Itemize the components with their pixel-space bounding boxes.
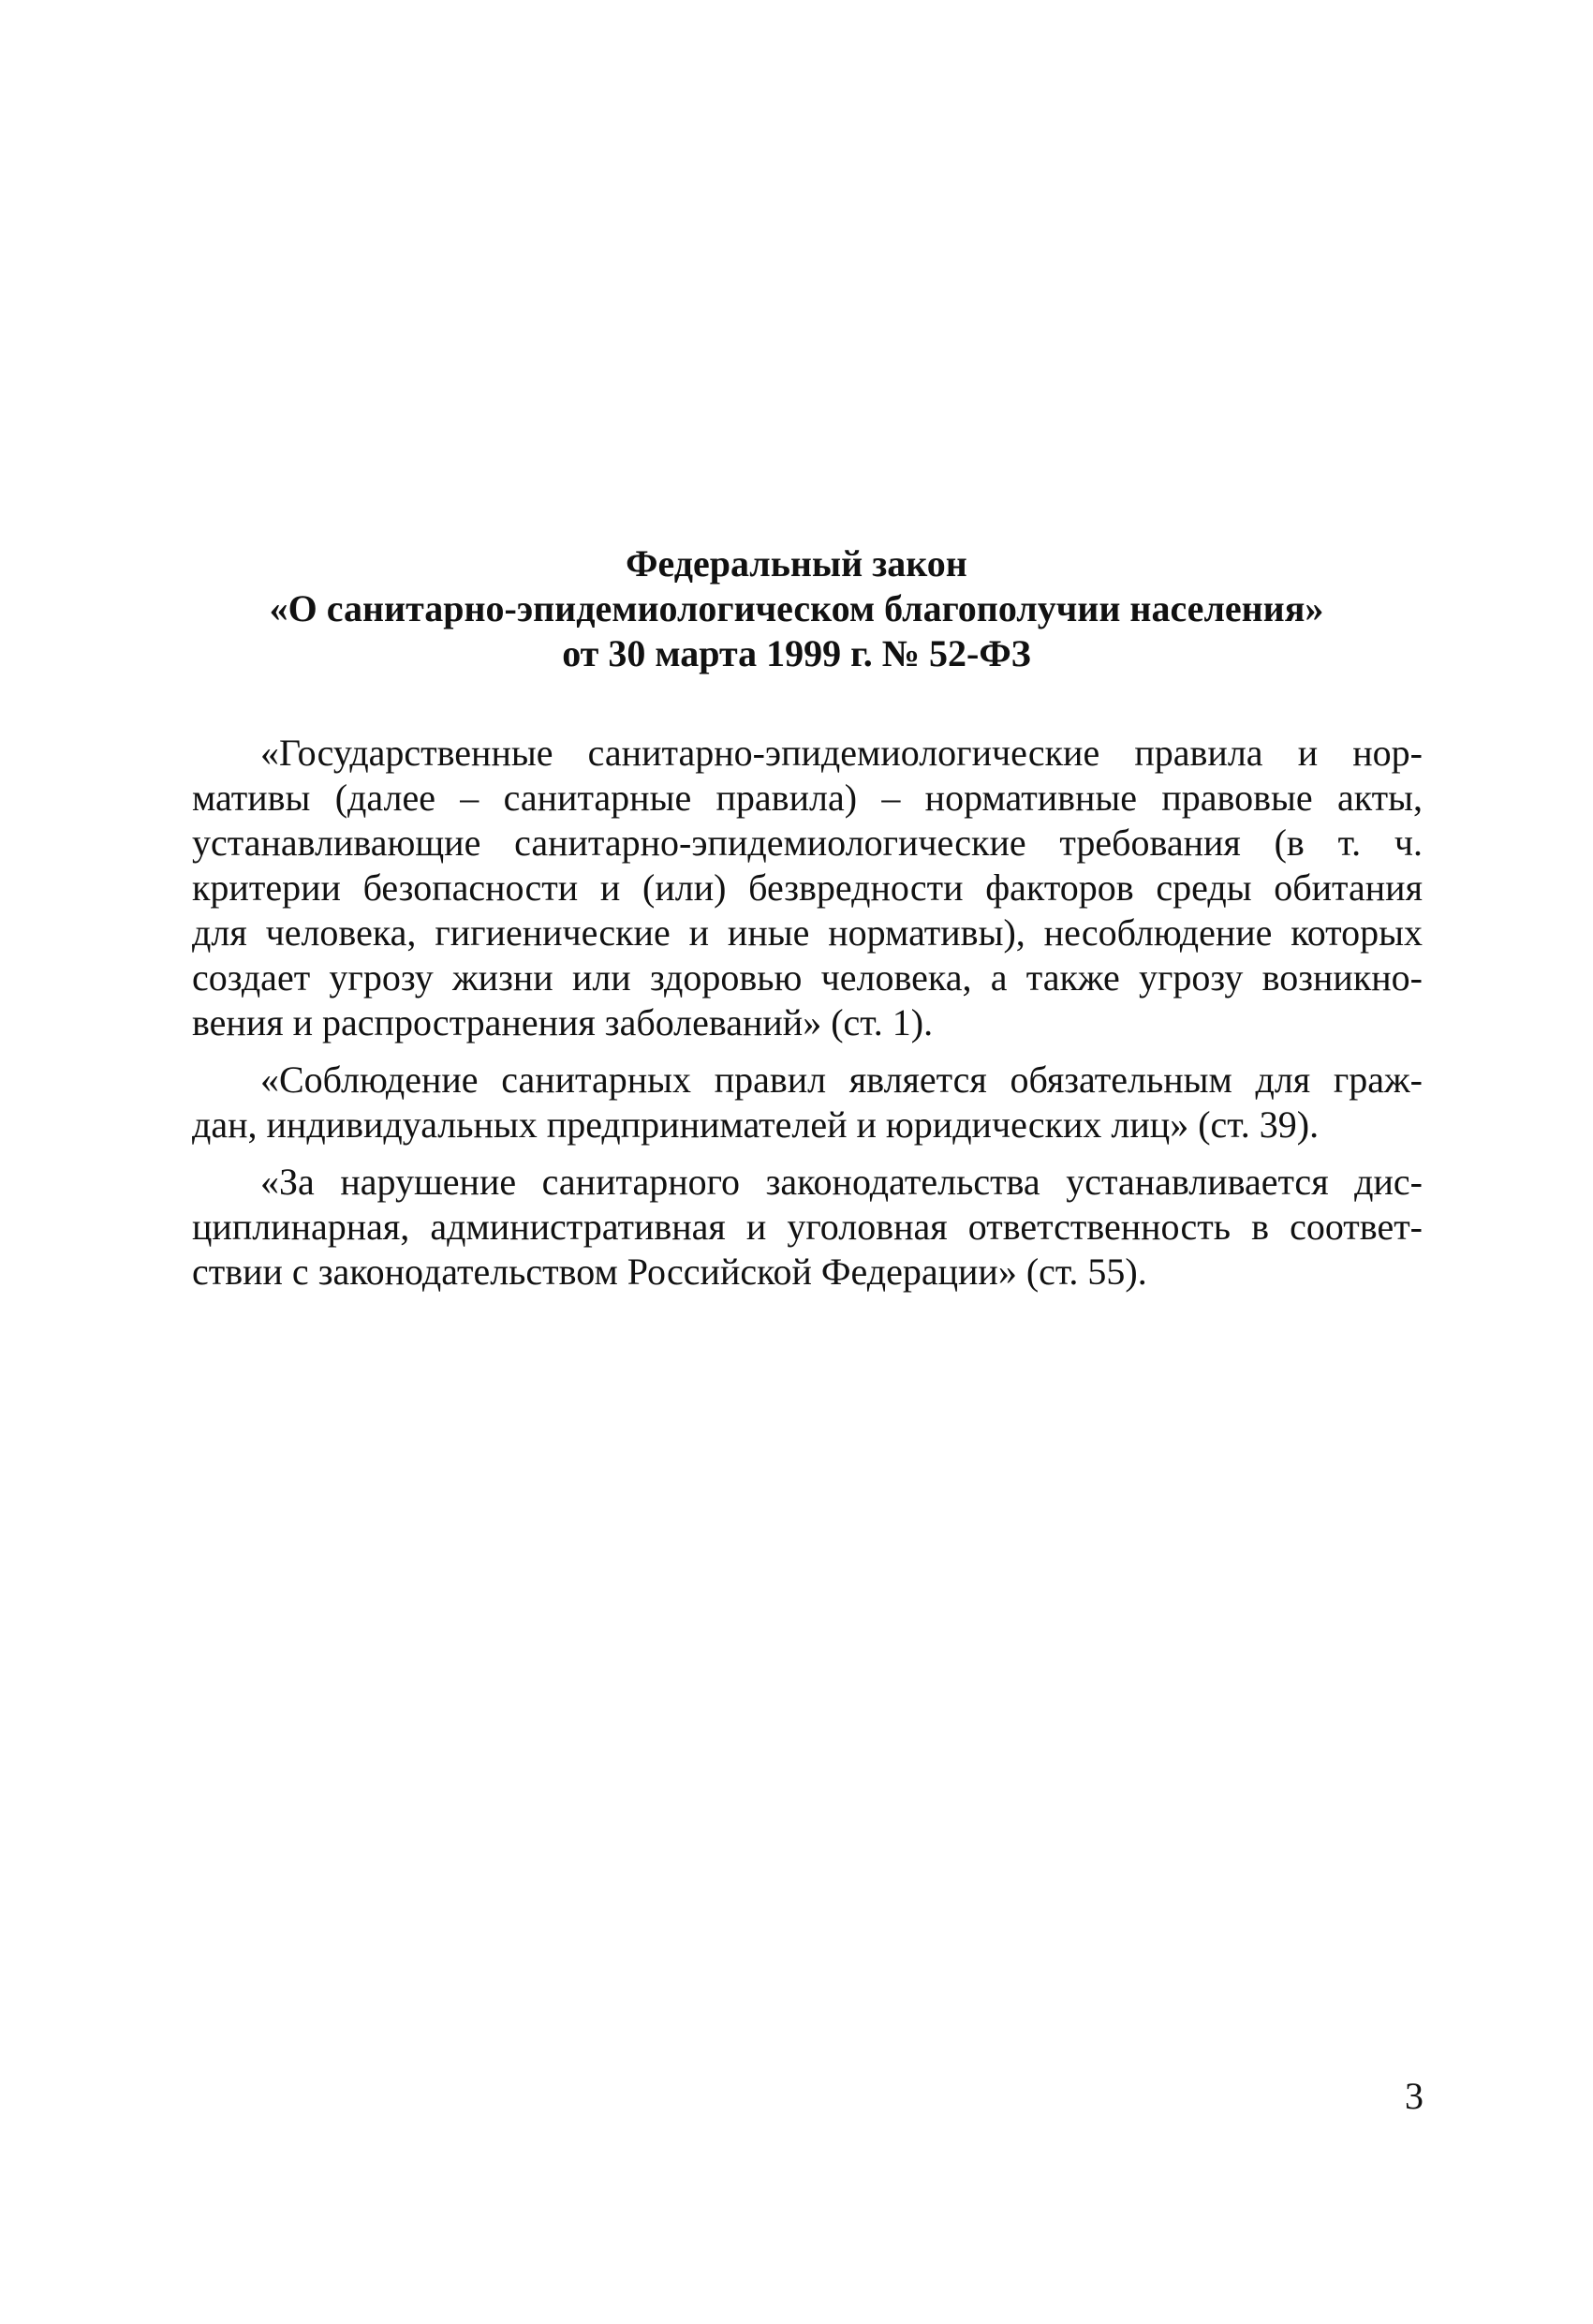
text-line: «Соблюдение санитарных правил является обязательным для граж- bbox=[260, 1058, 1423, 1101]
text-line: вения и распространения заболеваний» (ст. 1). bbox=[192, 1001, 934, 1044]
text-line: «Государственные санитарно-эпидемиологические правила и нор- bbox=[260, 732, 1423, 774]
text-line: ствии с законодательством Российской Федерации» (ст. 55). bbox=[192, 1251, 1147, 1293]
document-heading bbox=[0, 541, 1593, 676]
text-line: для человека, гигиенические и иные нормативы), несоблюдение которых bbox=[192, 911, 1423, 954]
heading-law-date-number: от 30 марта 1999 г. № 52-ФЗ bbox=[562, 632, 1031, 674]
text-line: «За нарушение санитарного законодательства устанавливается дис- bbox=[260, 1161, 1423, 1203]
document-body bbox=[192, 731, 1423, 1295]
text-line: мативы (далее – санитарные правила) – нормативные правовые акты, bbox=[192, 777, 1423, 819]
text-line: создает угрозу жизни или здоровью человека, а также угрозу возникно- bbox=[192, 956, 1423, 999]
paragraph-article-1 bbox=[192, 731, 1423, 1045]
text-line: циплинарная, административная и уголовная ответственность в соответ- bbox=[192, 1206, 1423, 1248]
heading-law-title: «О санитарно-эпидемиологическом благополучии населения» bbox=[269, 587, 1324, 629]
page-number: 3 bbox=[1405, 2075, 1423, 2117]
heading-law-type: Федеральный закон bbox=[626, 542, 967, 585]
paragraph-article-39 bbox=[192, 1058, 1423, 1147]
text-line: устанавливающие санитарно-эпидемиологические требования (в т. ч. bbox=[192, 822, 1423, 864]
text-line: дан, индивидуальных предпринимателей и юридических лиц» (ст. 39). bbox=[192, 1103, 1320, 1146]
text-line: критерии безопасности и (или) безвредности факторов среды обитания bbox=[192, 866, 1423, 909]
paragraph-article-55 bbox=[192, 1160, 1423, 1295]
